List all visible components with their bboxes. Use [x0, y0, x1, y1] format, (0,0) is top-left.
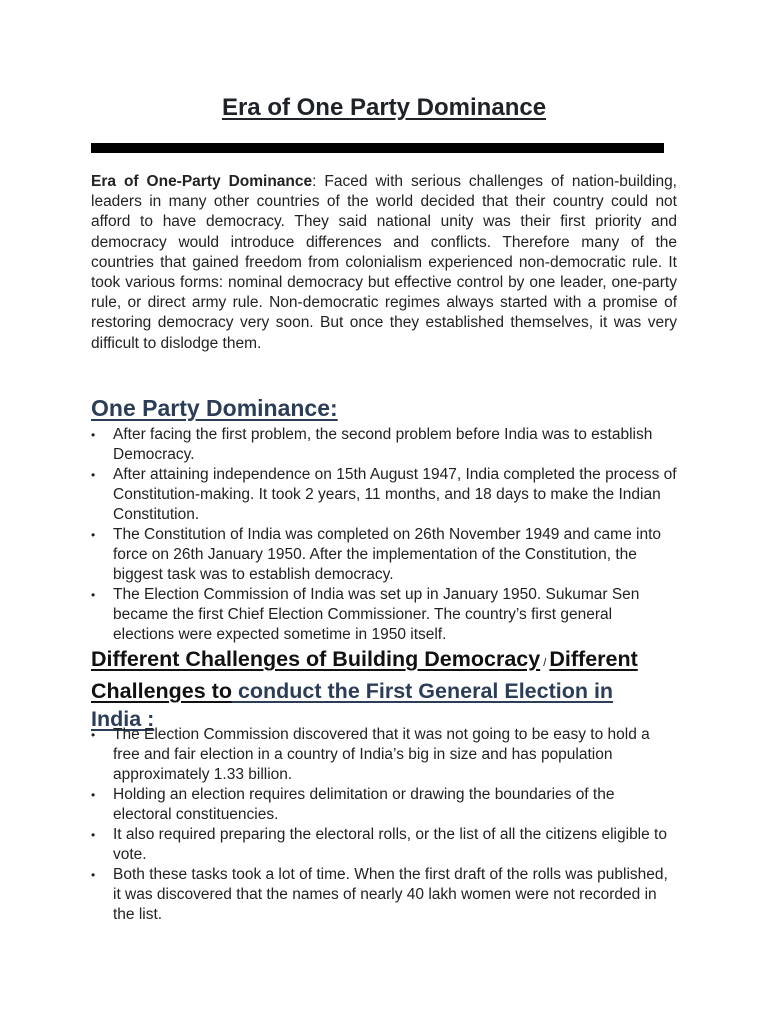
list-item: [91, 865, 677, 925]
heading-separator: /: [540, 657, 550, 669]
bullet-icon: •: [91, 528, 96, 542]
list-item: [91, 465, 677, 525]
intro-text: : Faced with serious challenges of nation-building, leaders in many other countries of the world decided that their country could not afford to have democracy. They said national unity was their first priority and democracy would introduce differences and conflicts. Therefore many of the countries that gained freedom from colonialism experienced non-democratic rule. It took various forms: nominal democracy but effective control by one leader, one-party rule, or direct army rule. Non-democratic regimes always started with a promise of restoring democracy very soon. But once they established themselves, it was very difficult to dislodge them.: [91, 173, 677, 352]
bullet-icon: •: [91, 828, 96, 842]
list-item-text: It also required preparing the electoral rolls, or the list of all the citizens eligible to vote.: [113, 826, 667, 863]
bullet-icon: •: [91, 468, 96, 482]
election-challenges-list: [91, 725, 677, 925]
heading-part-3: conduct the First General Election in: [231, 679, 614, 703]
list-item-text: After facing the first problem, the second problem before India was to establish Democracy.: [113, 426, 653, 463]
intro-paragraph: [91, 172, 677, 354]
heading-part-2: Different Challenges to: [91, 647, 638, 703]
list-item: [91, 825, 677, 865]
intro-lead: Era of One-Party Dominance: [91, 173, 313, 190]
bullet-icon: •: [91, 728, 96, 742]
page-title: Era of One Party Dominance: [221, 94, 547, 121]
section-heading-challenges: [91, 645, 681, 733]
bullet-icon: •: [91, 588, 96, 602]
bullet-icon: •: [91, 428, 96, 442]
heading-part-1: Different Challenges of Building Democracy: [91, 647, 541, 671]
bullet-icon: •: [91, 788, 96, 802]
list-item-text: Holding an election requires delimitation or drawing the boundaries of the electoral constituencies.: [113, 786, 615, 823]
one-party-dominance-list: [91, 425, 677, 645]
section-heading-one-party-dominance: One Party Dominance:: [91, 395, 338, 421]
list-item: [91, 525, 677, 585]
list-item-text: Both these tasks took a lot of time. When the first draft of the rolls was published, it was discovered that the names of nearly 40 lakh women were not recorded in the list.: [113, 866, 668, 923]
list-item: [91, 725, 677, 785]
title-divider: [91, 143, 664, 153]
list-item-text: After attaining independence on 15th August 1947, India completed the process of Constitution-making. It took 2 years, 11 months, and 18 days to make the Indian Constitution.: [113, 466, 677, 523]
list-item-text: The Election Commission discovered that it was not going to be easy to hold a free and fair election in a country of India’s big in size and has population approximately 1.33 billion.: [113, 726, 650, 783]
list-item-text: The Election Commission of India was set up in January 1950. Sukumar Sen became the first Chief Election Commissioner. The country’s first general elections were expected sometime in 1950 itself.: [113, 586, 640, 643]
list-item: [91, 785, 677, 825]
heading-part-4: India :: [91, 707, 155, 731]
list-item-text: The Constitution of India was completed on 26th November 1949 and came into force on 26th January 1950. After the implementation of the Constitution, the biggest task was to establish democracy.: [113, 526, 661, 583]
bullet-icon: •: [91, 868, 96, 882]
list-item: [91, 425, 677, 465]
list-item: [91, 585, 677, 645]
